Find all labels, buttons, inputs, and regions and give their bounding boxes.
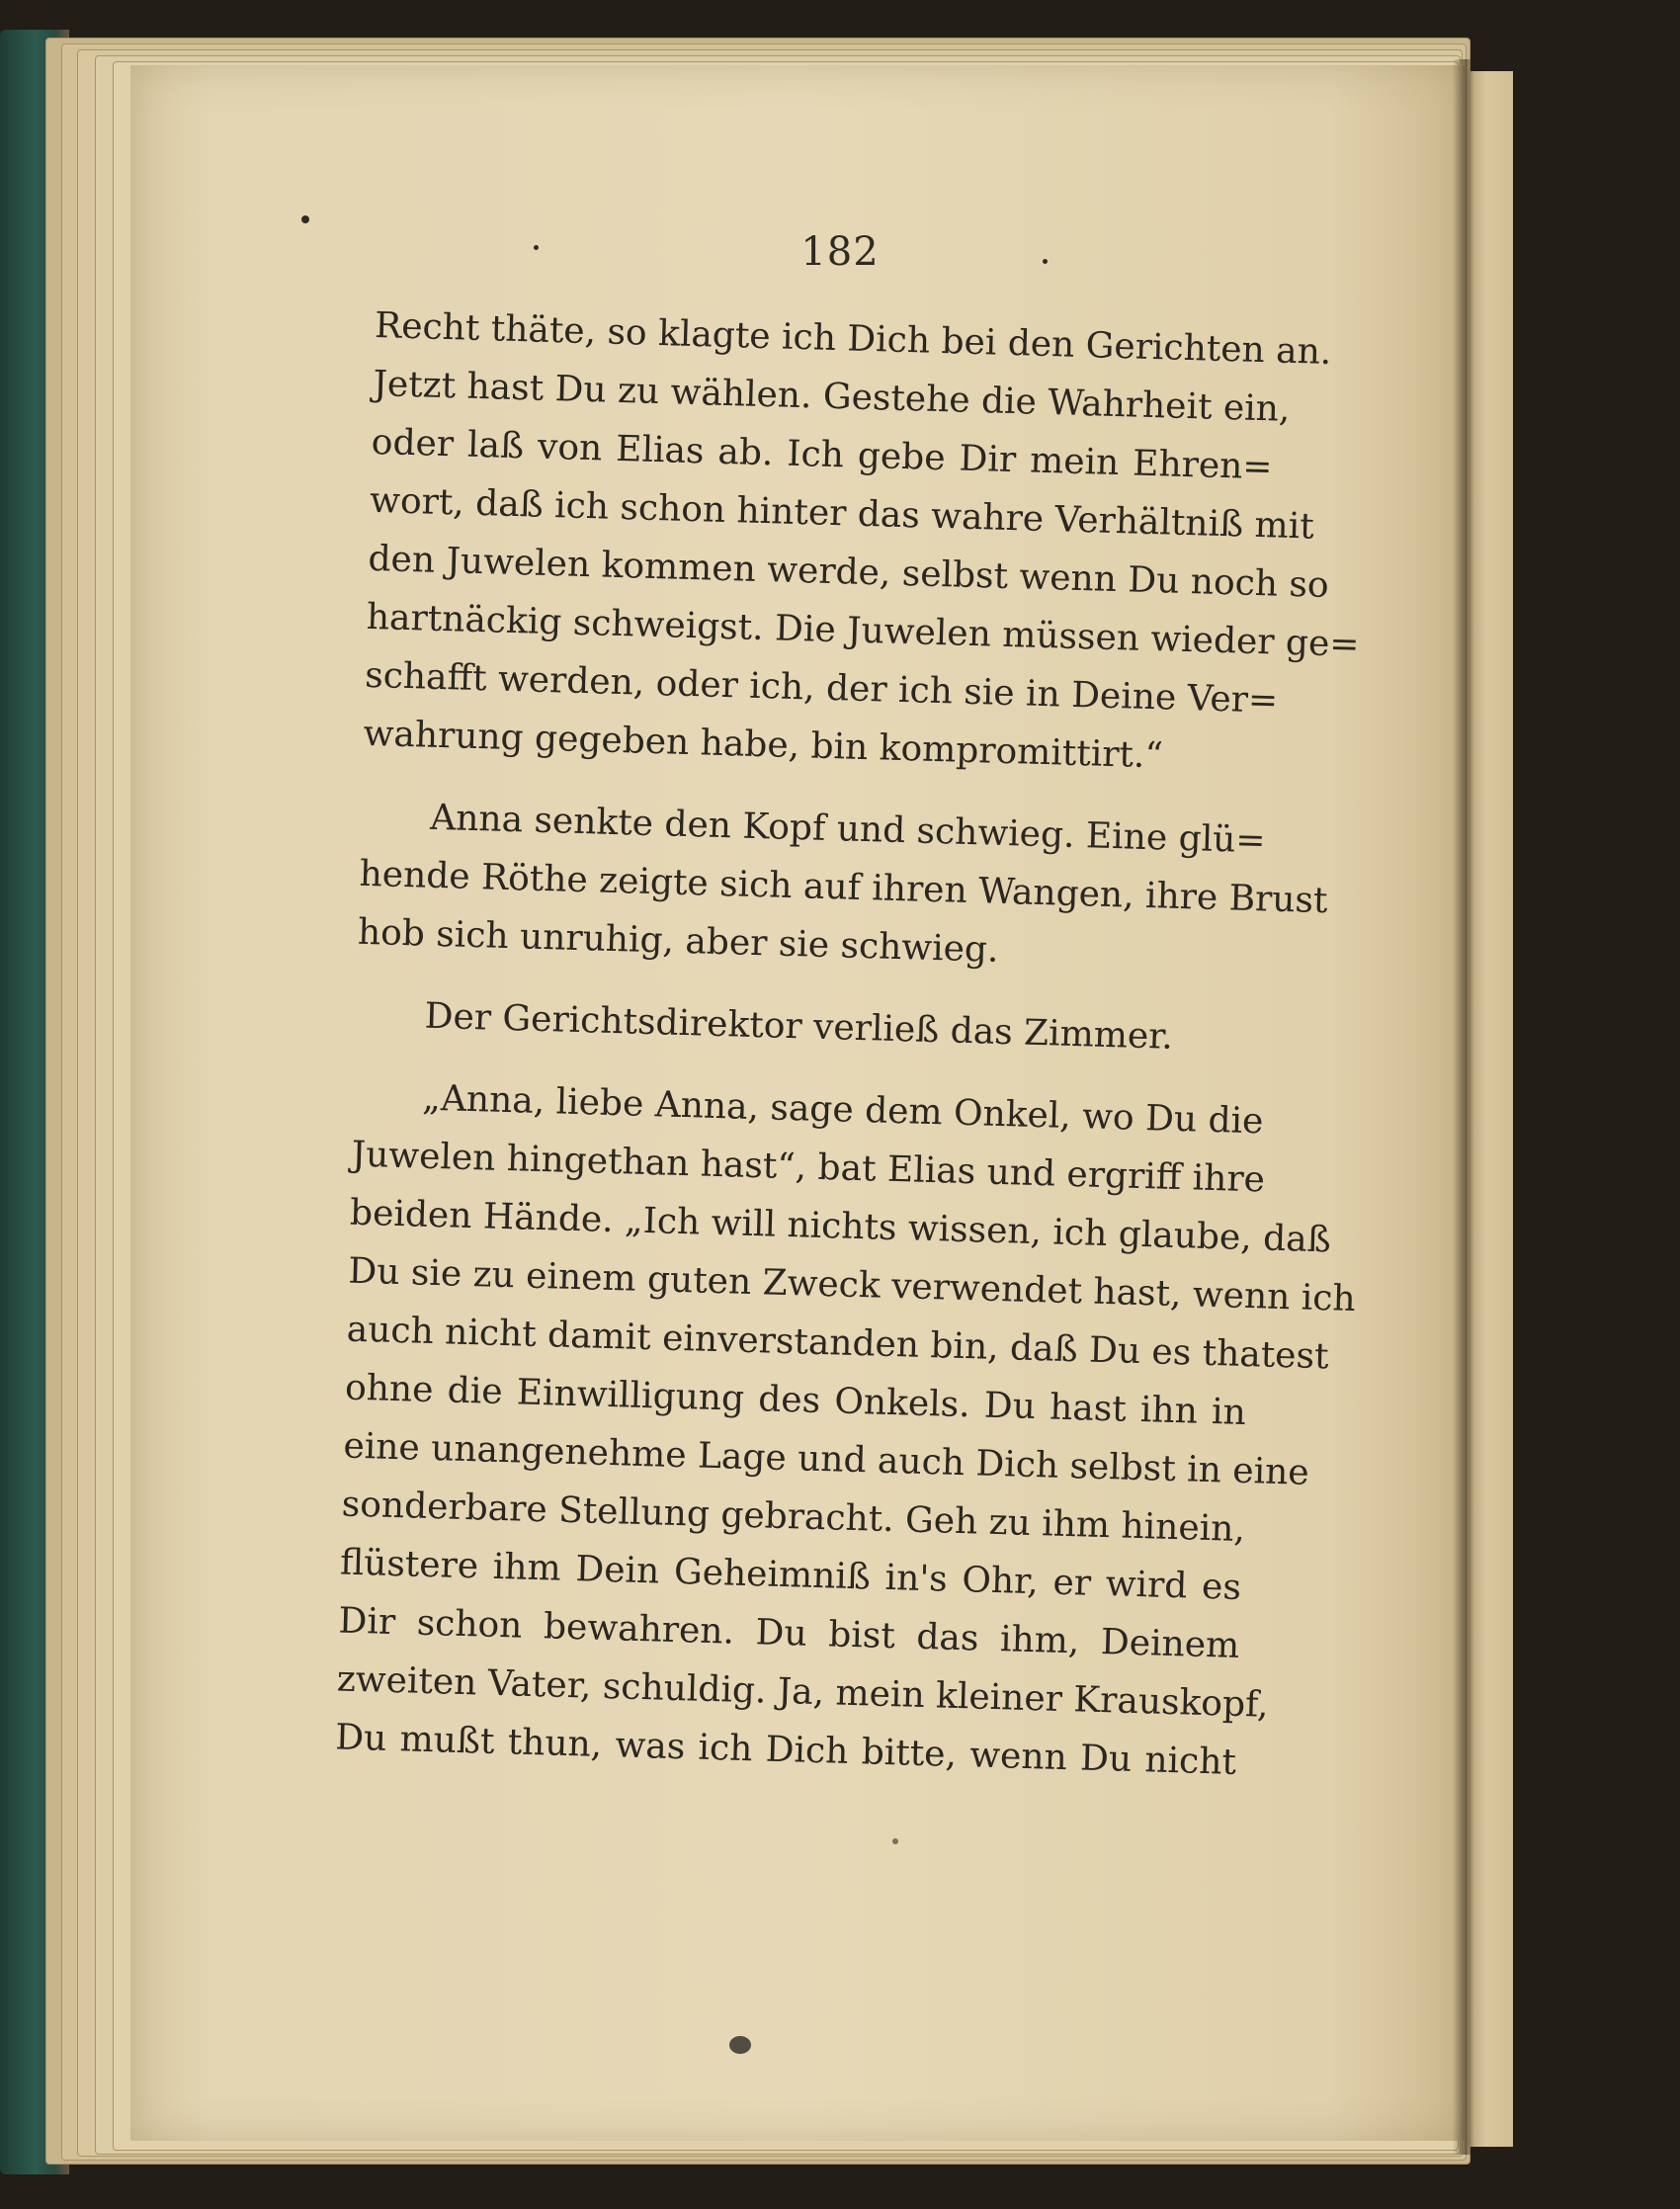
text-line: schafft werden, oder ich, der ich sie in Deine Ver= [364,654,1279,722]
book-gutter [1453,59,1474,2155]
text-line: ohne die Einwilligung des Onkels. Du hast ihn in [344,1367,1247,1434]
body-text [334,297,1361,1792]
text-line: den Juwelen kommen werde, selbst wenn Du noch so [368,538,1330,607]
paragraph-2 [357,787,1328,986]
text-line: eine unangenehme Lage und auch Dich selbst in eine [342,1425,1310,1493]
text-line: zweiten Vater, schuldig. Ja, mein kleiner Krauskopf, [336,1658,1270,1726]
text-line: „Anna, liebe Anna, sage dem Onkel, wo Du die [421,1077,1265,1143]
paragraph-4 [334,1067,1357,1792]
facing-page [1469,71,1513,2147]
text-line: hende Röthe zeigte sich auf ihren Wangen, ihre Brust [359,853,1328,922]
text-line: wahrung gegeben habe, bin kompromittirt.“ [363,713,1164,777]
speck [301,215,309,223]
paragraph-1 [363,297,1361,788]
text-line: Recht thäte, so klagte ich Dich bei den Gerichten an. [374,304,1332,374]
text-line: Du mußt thun, was ich Dich bitte, wenn Du nicht [334,1717,1237,1783]
text-line: Jetzt hast Du zu wählen. Gestehe die Wahrheit ein, [372,363,1291,430]
text-line: hob sich unruhig, aber sie schwieg. [357,911,1000,971]
text-line: sonderbare Stellung gebracht. Geh zu ihm hinein, [341,1484,1246,1551]
text-line: Anna senkte den Kopf und schwieg. Eine glü= [429,797,1267,862]
speck [892,1838,898,1844]
text-line: Der Gerichtsdirektor verließ das Zimmer. [424,995,1174,1058]
text-line: hartnäckig schweigst. Die Juwelen müssen wieder ge= [366,596,1361,665]
text-line: wort, daß ich schon hinter das wahre Verhältniß mit [369,479,1315,548]
text-line: auch nicht damit einverstanden bin, daß Du es thatest [346,1309,1330,1378]
text-line: flüstere ihm Dein Geheimniß in's Ohr, er wird es [339,1542,1242,1608]
text-line: Juwelen hingethan hast“, bat Elias und ergriff ihre [351,1134,1266,1201]
speck [729,2036,751,2054]
text-line: Du sie zu einem guten Zweck verwendet hast, wenn ich [347,1250,1357,1320]
text-line: beiden Hände. „Ich will nichts wissen, ich glaube, daß [349,1192,1332,1261]
text-line: oder laß von Elias ab. Ich gebe Dir mein Ehren= [371,421,1274,488]
page-number: 182 [800,229,880,275]
text-line: Dir schon bewahren. Du bist das ihm, Deinem [337,1600,1240,1666]
